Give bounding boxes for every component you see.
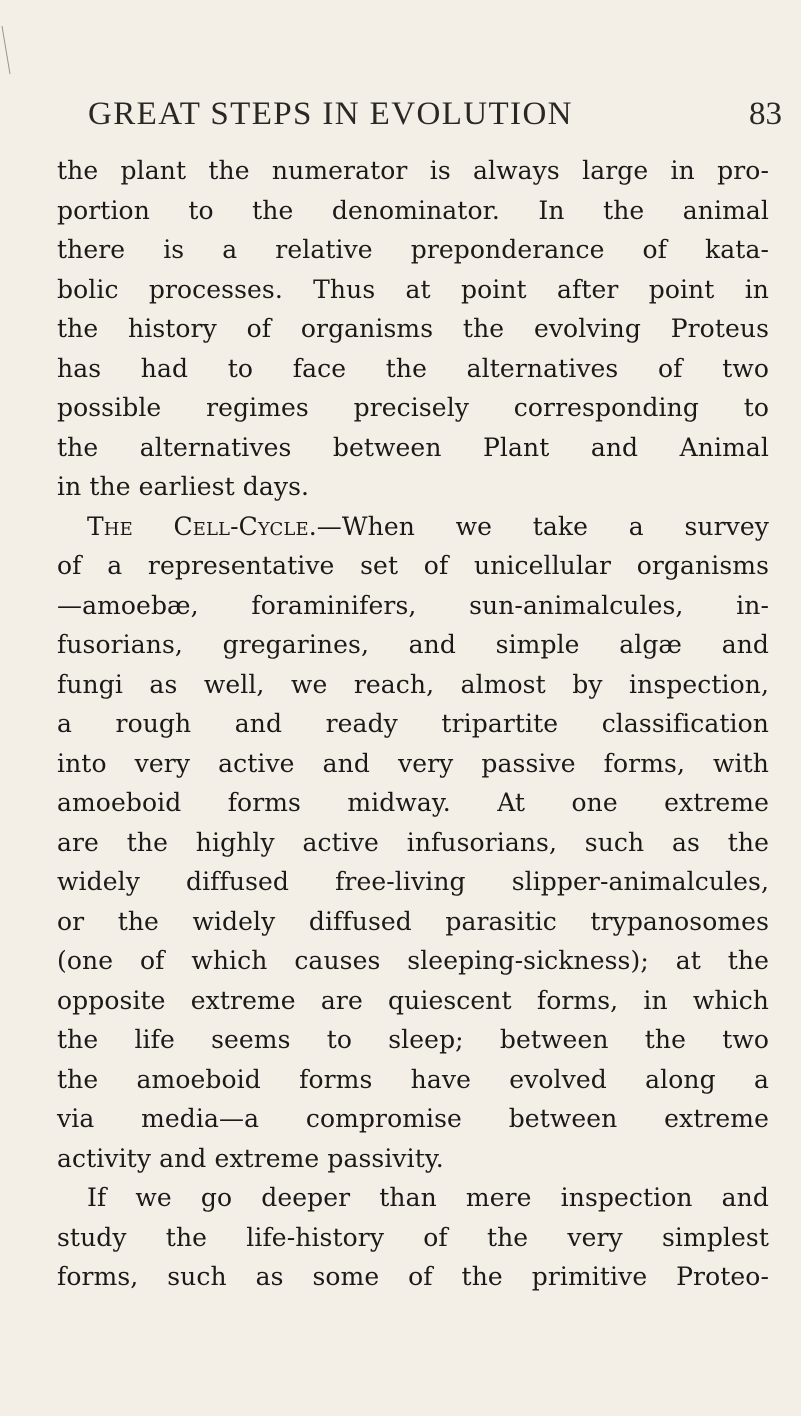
text-line: opposite extreme are quiescent forms, in which [57,985,769,1015]
text-line: or the widely diffused parasitic trypanosomes [57,906,769,936]
text-line: forms, such as some of the primitive Proteo- [57,1262,769,1291]
page-number: 83 [749,96,782,132]
section-heading: The Cell-Cycle. [87,511,317,541]
text-line: has had to face the alternatives of two [57,353,769,383]
text-line: —When we take a survey [316,511,769,541]
text-line: activity and extreme passivity. [57,1143,444,1173]
text-line: in the earliest days. [57,472,310,501]
text-line: amoeboid forms midway. At one extreme [57,788,769,817]
text-line: into very active and very passive forms, with [57,748,769,778]
text-line: a rough and ready tripartite classification [57,709,769,738]
text-line: of a representative set of unicellular organisms [57,551,769,580]
section-heading-line [57,507,769,547]
text-line: study the life-history of the very simplest [57,1222,769,1252]
text-line: widely diffused free-living slipper-animalcules, [57,867,769,896]
text-line: possible regimes precisely corresponding to [57,393,769,422]
text-line: the amoeboid forms have evolved along a [57,1064,769,1094]
text-line: there is a relative preponderance of kata- [57,235,769,264]
text-line: the alternatives between Plant and Animal [57,432,769,462]
body-text [57,151,769,1297]
text-line: the history of organisms the evolving Proteus [57,314,769,343]
text-line: are the highly active infusorians, such as the [57,827,769,857]
text-line: bolic processes. Thus at point after point in [57,274,769,304]
text-line: —amoebæ, foraminifers, sun-animalcules, in- [57,590,769,620]
text-line: fungi as well, we reach, almost by inspection, [57,669,769,699]
running-title: GREAT STEPS IN EVOLUTION [88,96,573,132]
text-line: (one of which causes sleeping-sickness); at the [57,946,769,975]
text-line: fusorians, gregarines, and simple algæ and [57,630,769,659]
running-head [0,96,801,140]
text-line: the life seems to sleep; between the two [57,1025,769,1054]
text-line: the plant the numerator is always large in pro- [57,156,769,185]
text-line: portion to the denominator. In the animal [57,195,769,225]
page-edge-mark [0,24,14,76]
text-line: If we go deeper than mere inspection and [87,1183,769,1212]
text-line: via media—a compromise between extreme [57,1104,769,1133]
